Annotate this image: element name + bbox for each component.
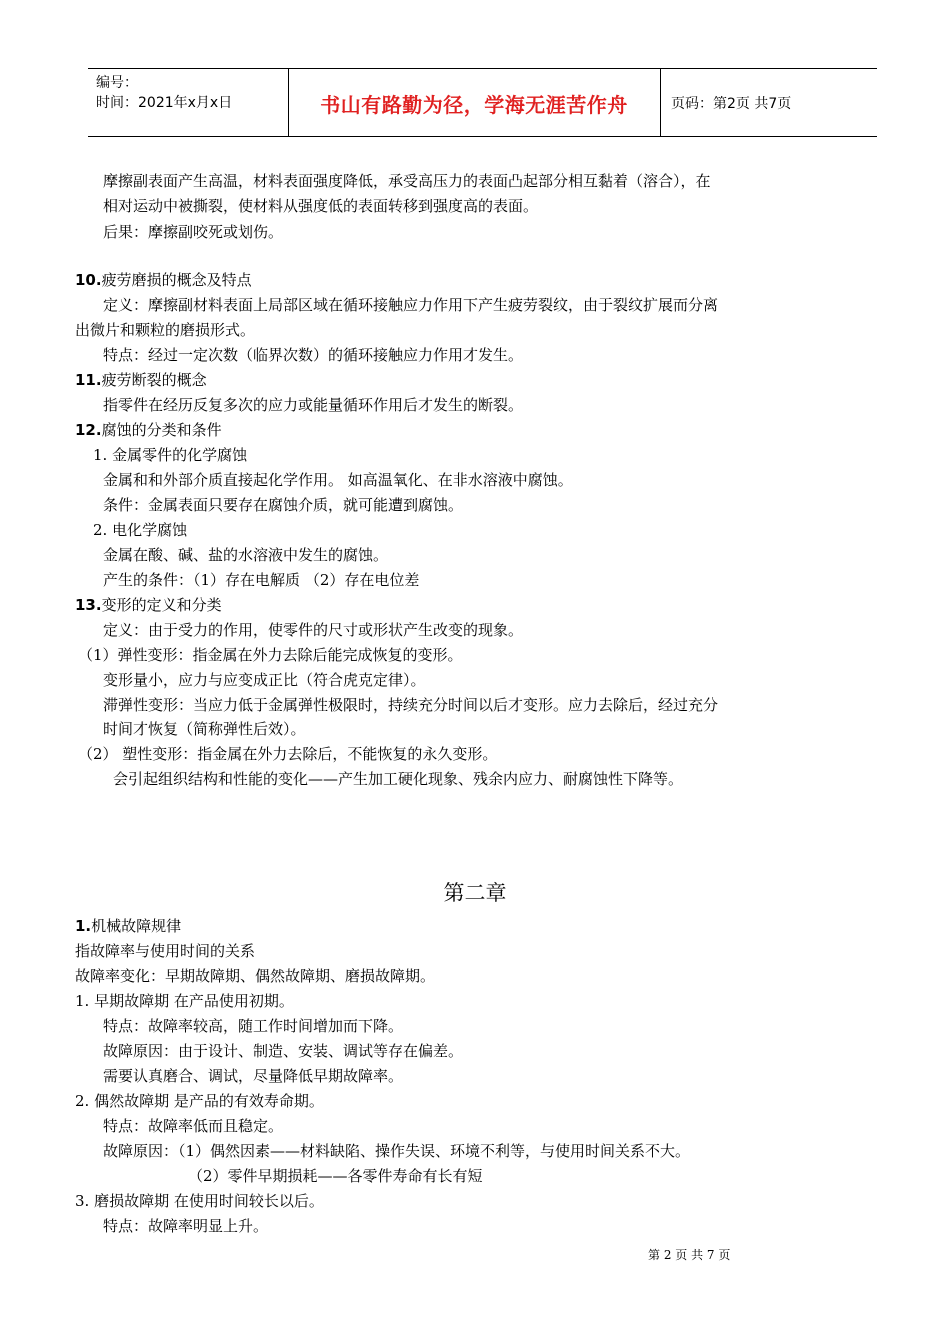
body-line: 条件：金属表面只要存在腐蚀介质，就可能遭到腐蚀。	[103, 496, 464, 514]
body-line: 摩擦副表面产生高温，材料表面强度降低，承受高压力的表面凸起部分相互黏着（溶合），在	[103, 172, 711, 190]
body-line: 金属和和外部介质直接起化学作用。 如高温氧化、在非水溶液中腐蚀。	[103, 471, 573, 489]
body-line: 指故障率与使用时间的关系	[75, 942, 256, 960]
section-number: 13.	[75, 596, 102, 614]
body-line: 特点：经过一定次数（临界次数）的循环接触应力作用才发生。	[103, 346, 524, 364]
body-line: 后果：摩擦副咬死或划伤。	[103, 223, 284, 241]
page-header	[88, 68, 877, 137]
section-number: 1.	[75, 917, 92, 935]
body-line: 特点：故障率低而且稳定。	[103, 1117, 284, 1135]
body-line: 指零件在经历反复多次的应力或能量循环作用后才发生的断裂。	[103, 396, 524, 414]
section-heading	[75, 915, 181, 937]
page-footer: 第 2 页 共 7 页	[648, 1248, 731, 1262]
body-line: 特点：故障率较高，随工作时间增加而下降。	[103, 1017, 404, 1035]
body-line: 故障原因：由于设计、制造、安装、调试等存在偏差。	[103, 1042, 464, 1060]
section-heading	[75, 419, 222, 441]
body-line: 滞弹性变形：当应力低于金属弹性极限时，持续充分时间以后才变形。应力去除后，经过充分	[103, 696, 719, 714]
section-heading	[75, 369, 207, 391]
body-line: 特点：故障率明显上升。	[103, 1217, 269, 1235]
chapter-title: 第二章	[443, 881, 507, 905]
header-left	[96, 73, 232, 113]
body-line: 需要认真磨合、调试，尽量降低早期故障率。	[103, 1067, 404, 1085]
body-line: 会引起组织结构和性能的变化——产生加工硬化现象、残余内应力、耐腐蚀性下降等。	[113, 770, 684, 788]
body-line: 相对运动中被撕裂，使材料从强度低的表面转移到强度高的表面。	[103, 197, 539, 215]
body-line: 故障率变化：早期故障期、偶然故障期、磨损故障期。	[75, 967, 436, 985]
section-title: 腐蚀的分类和条件	[101, 421, 222, 439]
body-line: 定义：摩擦副材料表面上局部区域在循环接触应力作用下产生疲劳裂纹，由于裂纹扩展而分离	[103, 296, 719, 314]
body-line: 定义：由于受力的作用，使零件的尺寸或形状产生改变的现象。	[103, 621, 524, 639]
section-number: 10.	[75, 271, 102, 289]
section-heading	[75, 269, 252, 291]
body-line: 出微片和颗粒的磨损形式。	[75, 321, 256, 339]
body-line: （2） 塑性变形：指金属在外力去除后，不能恢复的永久变形。	[78, 745, 498, 763]
body-line: 产生的条件：（1）存在电解质 （2）存在电位差	[103, 571, 420, 589]
header-divider	[660, 69, 661, 136]
body-line: 变形量小，应力与应变成正比（符合虎克定律）。	[103, 671, 426, 689]
section-heading	[75, 594, 222, 616]
body-line: 2. 电化学腐蚀	[93, 521, 188, 539]
time-label: 时间：2021年x月x日	[96, 95, 233, 111]
code-label: 编号：	[96, 75, 138, 91]
body-line: 3. 磨损故障期 在使用时间较长以后。	[75, 1192, 324, 1210]
section-number: 12.	[75, 421, 102, 439]
body-line: 1. 金属零件的化学腐蚀	[93, 446, 248, 464]
body-line: 时间才恢复（简称弹性后效）。	[103, 720, 306, 738]
body-line: （1）弹性变形：指金属在外力去除后能完成恢复的变形。	[78, 646, 463, 664]
header-motto: 书山有路勤为径，学海无涯苦作舟	[320, 93, 628, 117]
body-line: （2）零件早期损耗——各零件寿命有长有短	[188, 1167, 483, 1185]
section-number: 11.	[75, 371, 102, 389]
section-title: 变形的定义和分类	[101, 596, 222, 614]
section-title: 疲劳断裂的概念	[101, 371, 207, 389]
section-title: 机械故障规律	[91, 917, 182, 935]
body-line: 金属在酸、碱、盐的水溶液中发生的腐蚀。	[103, 546, 389, 564]
body-line: 1. 早期故障期 在产品使用初期。	[75, 992, 294, 1010]
body-line: 2. 偶然故障期 是产品的有效寿命期。	[75, 1092, 324, 1110]
body-line: 故障原因：（1）偶然因素——材料缺陷、操作失误、环境不利等，与使用时间关系不大。	[103, 1142, 691, 1160]
section-title: 疲劳磨损的概念及特点	[101, 271, 252, 289]
header-page-label: 页码：第2页 共7页	[671, 96, 792, 112]
